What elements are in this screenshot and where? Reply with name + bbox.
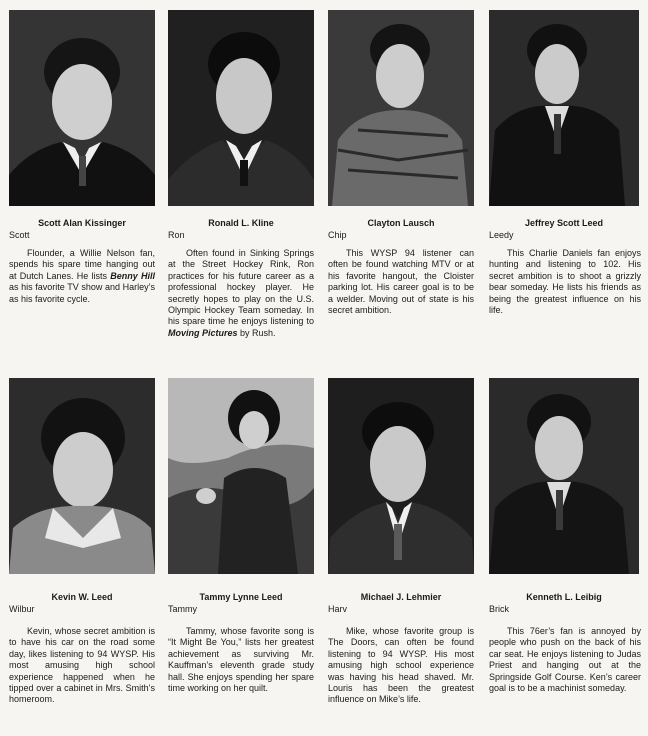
bio-text: This WYSP 94 listener can often be found watching MTV or at his favorite hangout, the Cloister parking lot. His career goal is to be a welder. Moving out of state is his secret ambition. [328,248,474,316]
student-name: Kevin W. Leed [51,592,113,602]
student-bio [489,248,641,316]
student-bio [168,626,314,694]
portrait-photo [9,10,155,206]
student-bio [9,248,155,305]
student-nickname: Harv [328,604,348,614]
student-nickname: Chip [328,230,347,240]
bio-emphasis: Benny Hill [110,270,155,281]
student-name: Michael J. Lehmier [360,592,442,602]
student-nickname: Scott [9,230,30,240]
portrait-photo [328,378,474,574]
bio-text: Tammy, whose favorite song is “It Might Be You,” lists her greatest achievement as surviving Mr. Kauffman’s eleventh grade study hall. She enjoys spending her spare time working on her quilt. [168,626,314,694]
portrait-photo [489,10,639,206]
bio-text: Flounder, a Willie Nelson fan, spends his spare time hanging out at Dutch Lanes. He lists [9,248,155,281]
student-nickname: Wilbur [9,604,35,614]
student-name: Kenneth L. Leibig [526,592,602,602]
student-name: Tammy Lynne Leed [199,592,283,602]
student-name: Ronald L. Kline [208,218,274,228]
student-bio [9,626,155,706]
bio-text: by Rush. [237,327,276,338]
student-name: Clayton Lausch [367,218,435,228]
bio-text: Mike, whose favorite group is The Doors, can often be found listening to 94 WYSP. His most amusing high school experience was having his head shaved. Mr. Louris has been the greatest influence on Mike’s life. [328,626,474,705]
bio-text: This 76er’s fan is annoyed by people who push on the back of his car seat. He enjoys listening to Judas Priest and hanging out at the Springside Golf Course. Ken’s career goal is to be a machinist someday. [489,626,641,694]
student-nickname: Ron [168,230,185,240]
portrait-photo [168,378,314,574]
student-bio [168,248,314,339]
student-nickname: Tammy [168,604,197,614]
student-bio [328,248,474,316]
bio-text: Often found in Sinking Springs at the Street Hockey Rink, Ron practices for his future career as a professional hockey player. He secretly hopes to play on the U.S. Olympic Hockey Team someday. In his spare time he enjoys listening to [168,248,314,327]
portrait-photo [489,378,639,574]
student-name: Jeffrey Scott Leed [524,218,604,228]
portrait-photo [328,10,474,206]
bio-text: as his favorite TV show and Harley’s as his favorite cycle. [9,282,155,304]
student-nickname: Leedy [489,230,514,240]
student-name: Scott Alan Kissinger [38,218,126,228]
portrait-photo [9,378,155,574]
portrait-photo [168,10,314,206]
bio-emphasis: Moving Pictures [168,327,238,338]
bio-text: Kevin, whose secret ambition is to have his car on the road some day, likes listening to 94 WYSP. His most amusing high school experience happened when he tipped over a cabinet in Mrs. Smith’s homeroom. [9,626,155,705]
bio-text: This Charlie Daniels fan enjoys hunting and listening to 102. His secret ambition is to shoot a grizzly bear someday. He lists his friends as being the greatest influence on his life. [489,248,641,316]
student-nickname: Brick [489,604,509,614]
student-bio [328,626,474,706]
student-bio [489,626,641,694]
